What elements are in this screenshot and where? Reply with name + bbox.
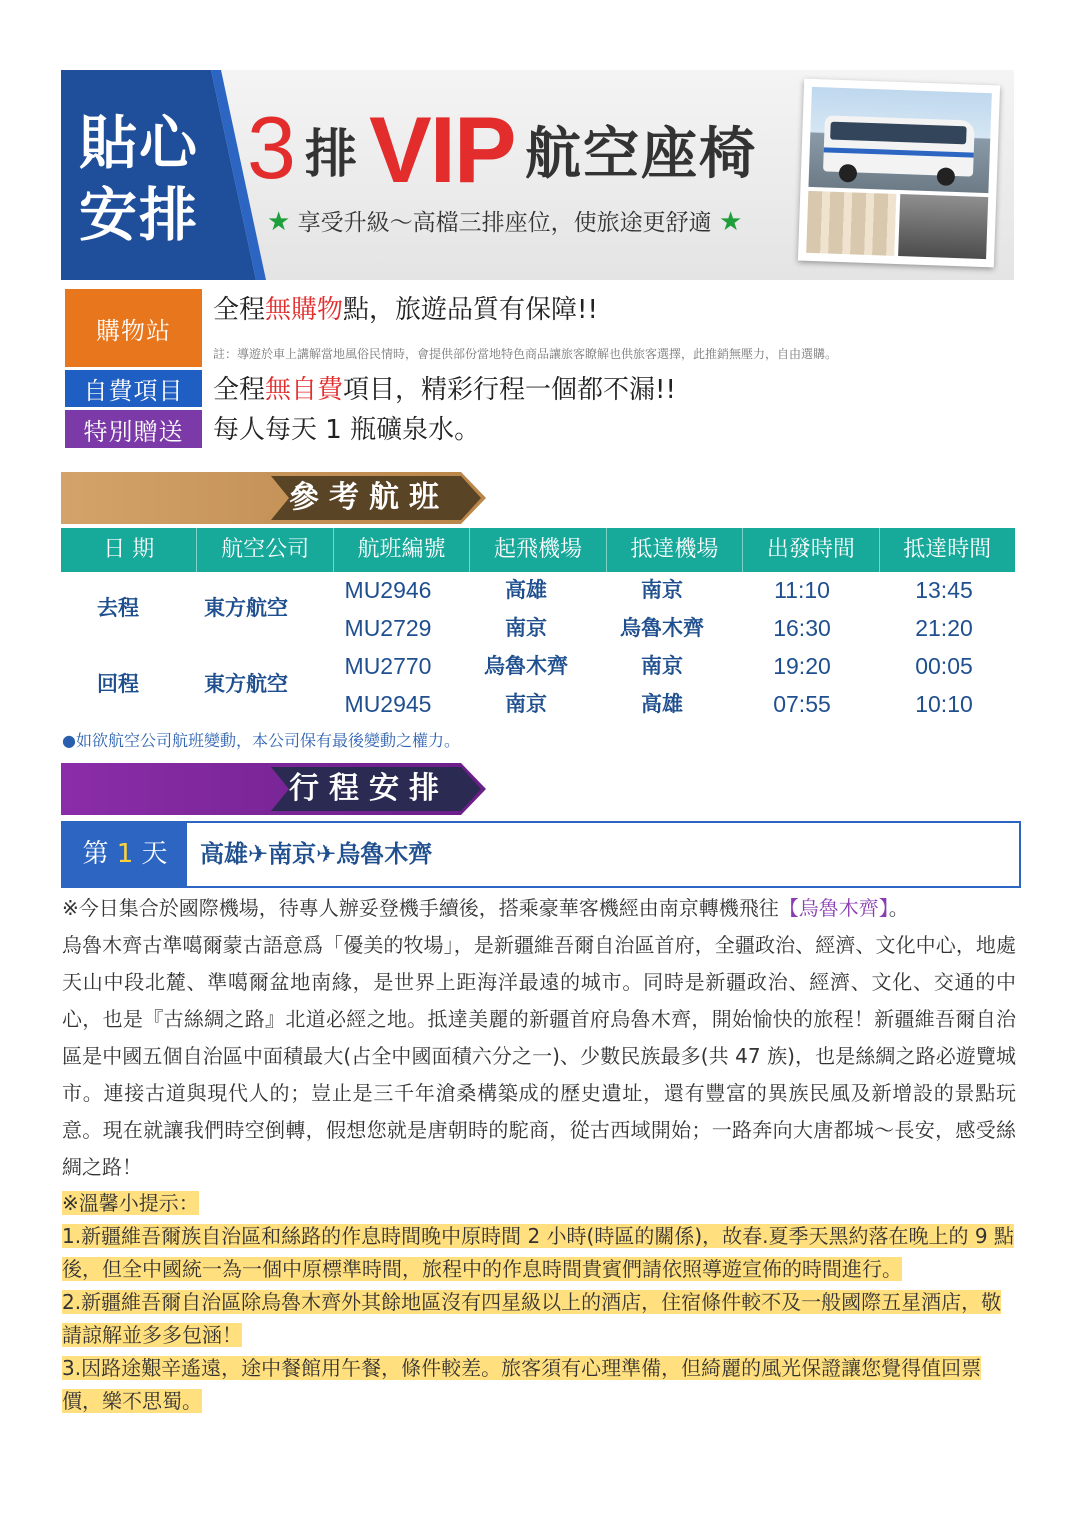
gift-text: 每人每天 1 瓶礦泉水。 (213, 415, 481, 445)
flight-no: MU2729 (344, 615, 432, 641)
return-airline: 東方航空 (204, 672, 288, 696)
travel-tips (62, 1187, 1016, 1418)
outbound-airline: 東方航空 (204, 596, 288, 620)
flight-section-title: 參考航班 (289, 480, 449, 515)
headline-number: 3 (247, 98, 296, 197)
banner-subline (267, 205, 742, 240)
optional-tour-text-post: 項目，精彩行程一個都不漏!! (343, 375, 676, 405)
header-airline: 航空公司 (197, 528, 333, 572)
day-1-paragraph-2: 烏魯木齊古準噶爾蒙古語意爲「優美的牧場」，是新疆維吾爾自治區首府，全疆政治、經濟、文化中心，地處天山中段北麓、準噶爾盆地南緣，是世界上距海洋最遠的城市。同時是新疆政治、經濟、文化、交通的中心，也是『古絲綢之路』北道必經之地。抵達美麗的新疆首府烏魯木齊，開始愉快的旅程！新疆維吾爾自治區是中國五個自治區中面積最大(占全中國面積六分之一)、少數民族最多(共 47 族)，也是絲綢之路必遊覽城市。連接古道與現代人的；豈止是三千年滄桑構築成的歷史遺址，還有豐富的異族民風及新增設的景點玩意。現在就讓我們時空倒轉，假想您就是唐朝時的駝商，從古西域開始；一路奔向大唐都城～長安，感受絲綢之路！ (62, 933, 1016, 1179)
itinerary-section-title: 行程安排 (289, 771, 449, 806)
header-arrival-airport: 抵達機場 (607, 528, 743, 572)
arrival-time: 21:20 (915, 615, 973, 641)
flight-no: MU2770 (344, 653, 432, 679)
optional-tour-label: 自費項目 (65, 370, 202, 407)
outbound-date: 去程 (97, 596, 139, 620)
shopping-text-pre: 全程 (213, 295, 266, 325)
departure-time: 07:55 (773, 691, 831, 717)
day-label (63, 823, 187, 886)
itinerary-section-header (61, 763, 486, 815)
departure-airport: 烏魯木齊 (484, 654, 568, 678)
p1-highlight: 【烏魯木齊】 (778, 896, 889, 920)
tip-1: 1.新疆維吾爾族自治區和絲路的作息時間晚中原時間 2 小時(時區的關係)，故春.夏季天黑約落在晚上的 9 點後，但全中國統一為一個中原標準時間，旅程中的作息時間貴賓們請依照導遊宣佈的時間進行。 (62, 1224, 1014, 1281)
arrival-airport: 高雄 (641, 692, 683, 716)
star-icon: ★ (267, 207, 291, 237)
bus-seats-image (806, 191, 896, 256)
return-date: 回程 (97, 672, 139, 696)
header-departure-time: 出發時間 (743, 528, 879, 572)
headline-seat: 航空座椅 (525, 122, 757, 187)
tips-title: ※溫馨小提示： (62, 1191, 199, 1215)
departure-time: 16:30 (773, 615, 831, 641)
departure-airport: 南京 (505, 692, 547, 716)
bus-exterior-image (808, 87, 991, 193)
day-label-post: 天 (141, 839, 168, 869)
shopping-note: 註：導遊於車上講解當地風俗民情時，會提供部份當地特色商品讓旅客瞭解也供旅客選擇，此推銷無壓力，自由選購。 (213, 347, 838, 361)
departure-airport: 高雄 (505, 578, 547, 602)
optional-tour-text-highlight: 無自費 (265, 375, 344, 405)
headline-vip: VIP (369, 97, 515, 202)
shopping-text-highlight: 無購物 (265, 295, 344, 325)
bus-aisle-image (898, 194, 988, 259)
day-1-paragraph-1 (62, 890, 1016, 927)
departure-time: 11:10 (774, 577, 830, 603)
gift-label: 特別贈送 (65, 410, 202, 448)
flight-change-note: ●如欲航空公司航班變動，本公司保有最後變動之權力。 (62, 731, 460, 750)
shopping-text-post: 點，旅遊品質有保障!! (343, 295, 598, 325)
departure-time: 19:20 (773, 653, 831, 679)
bus-photo (798, 79, 1000, 268)
arrival-time: 00:05 (915, 653, 973, 679)
p1-end: 。 (888, 896, 909, 920)
arrival-time: 13:45 (915, 577, 973, 603)
arrival-time: 10:10 (915, 691, 973, 717)
flight-table-header (61, 528, 1015, 572)
optional-tour-text (213, 372, 676, 408)
banner-subline-text: 享受升級～高檔三排座位，使旅途更舒適 (297, 210, 712, 236)
day-number: 1 (116, 839, 134, 869)
flight-no: MU2945 (344, 691, 432, 717)
header-departure-airport: 起飛機場 (470, 528, 606, 572)
flight-table (61, 528, 1015, 724)
day-route: 高雄✈南京✈烏魯木齊 (200, 840, 433, 868)
flight-section-header (61, 472, 486, 524)
star-icon: ★ (718, 207, 743, 237)
arrival-airport: 南京 (641, 654, 683, 678)
header-flight-no: 航班編號 (334, 528, 470, 572)
departure-airport: 南京 (505, 616, 547, 640)
shopping-label: 購物站 (65, 289, 202, 367)
arrival-airport: 南京 (641, 578, 683, 602)
tip-3: 3.因路途艱辛遙遠，途中餐館用午餐，條件較差。旅客須有心理準備，但綺麗的風光保證讓您覺得值回票價，樂不思蜀。 (62, 1356, 982, 1413)
day-label-pre: 第 (82, 839, 109, 869)
banner-tag-line2: 安排 (79, 181, 200, 249)
promo-banner (61, 70, 1014, 280)
header-arrival-time: 抵達時間 (903, 537, 992, 562)
header-date: 日 期 (61, 528, 197, 572)
tip-2: 2.新疆維吾爾自治區除烏魯木齊外其餘地區沒有四星級以上的酒店，住宿條件較不及一般國際五星酒店，敬請諒解並多多包涵！ (62, 1290, 1002, 1347)
flight-no: MU2946 (344, 577, 432, 603)
headline-pai: 排 (305, 125, 358, 185)
flight-table-body (61, 572, 1015, 724)
day-1-header (61, 821, 1021, 888)
banner-tag-line1: 貼心 (79, 109, 200, 177)
shopping-text (213, 292, 598, 328)
arrival-airport: 烏魯木齊 (620, 616, 704, 640)
p1-text: ※今日集合於國際機場，待專人辦妥登機手續後，搭乘豪華客機經由南京轉機飛往 (62, 896, 779, 920)
optional-tour-text-pre: 全程 (213, 375, 266, 405)
day-1-description (62, 890, 1016, 1186)
